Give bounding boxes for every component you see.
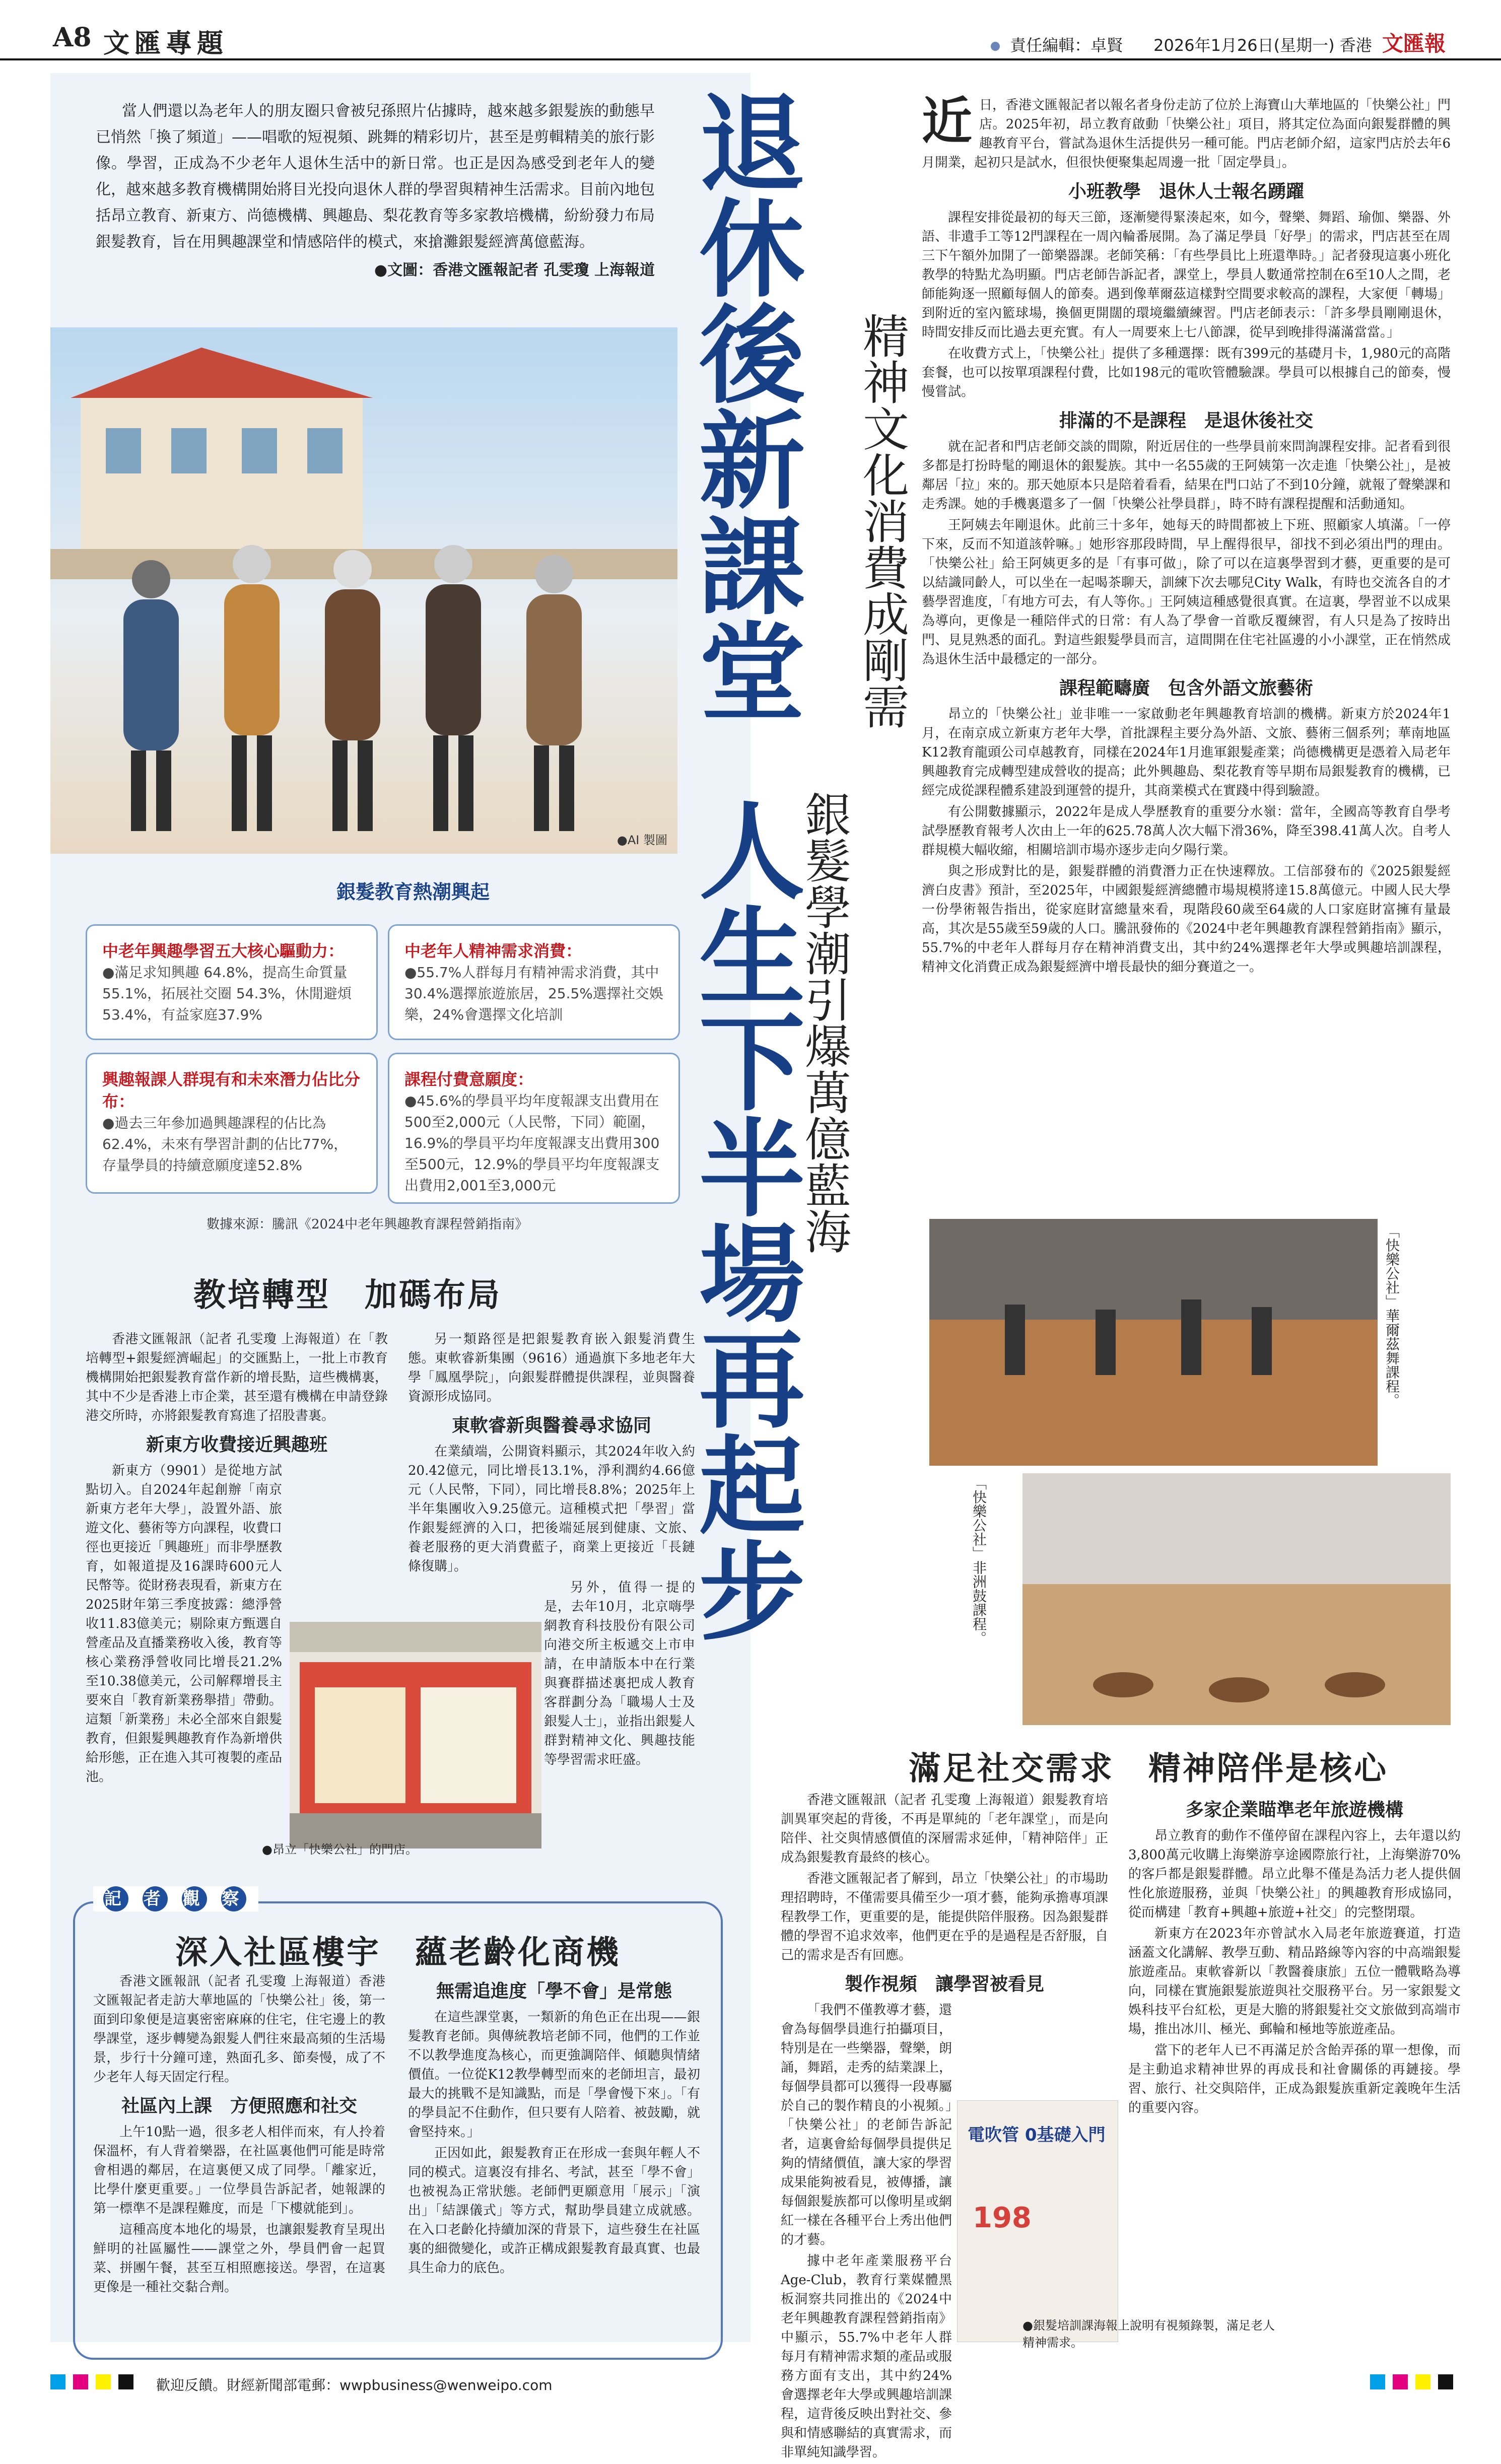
main-title-1: 退休後新課堂 bbox=[681, 88, 805, 723]
paragraph: 新東方在2023年亦曾試水入局老年旅遊賽道，打造涵蓋文化講解、教學互動、精品路線等內容的中高端銀髮旅遊產品。東軟睿新以「教醫養康旅」五位一體戰略為導向，同樣在實施銀髮旅遊與社交服務平台。另一家銀髮文娛科技平台紅松，更是大膽的將銀髮社交文旅做到高端市場，推出冰川、極光、郵輪和極地等旅遊產品。 bbox=[1128, 1926, 1461, 2037]
tag-char: 記 bbox=[103, 1886, 128, 1911]
ai-illustration bbox=[50, 327, 677, 854]
paragraph: 香港文匯報記者了解到，昂立「快樂公社」的市場助理招聘時，不僅需要具備至少一項才藝，能夠承擔專項課程教學工作，更重要的是，能提供陪伴服務。因為銀髮群體的學習不追求效率，他們更在乎的是過程是否舒服，自己的需求是否有回應。 bbox=[781, 1871, 1109, 1963]
paragraph: 在業績端，公開資料顯示，其2024年收入約20.42億元，同比增長13.1%，淨利潤約4.66億元（人民幣，下同），同比增長8.8%；2025年上半年集團收入9.25億元。這種模式把「學習」當作銀髮經濟的入口，把後端延展到健康、文旅、養老服務的更大消費藍子，商業上更接近「長鏈條復購」。 bbox=[408, 1444, 695, 1574]
subhead: 無需追進度「學不會」是常態 bbox=[436, 1981, 672, 2002]
color-bar-magenta bbox=[1393, 2374, 1408, 2389]
poster-title: 電吹管 0基礎入門 bbox=[968, 2125, 1106, 2145]
paragraph: 有公開數據顯示，2022年是成人學歷教育的重要分水嶺：當年，全國高等教育自學考試學歷教育報考人次由上一年的625.78萬人次大幅下滑36%，降至398.41萬人次。自考人群規模大幅收縮，相關培訓市場亦逐步走向夕陽行業。 bbox=[922, 804, 1451, 858]
subhead: 排滿的不是課程 是退休後社交 bbox=[1059, 410, 1313, 431]
section-title: 文匯專題 bbox=[103, 28, 229, 59]
paragraph: 上午10點一過，很多老人相伴而來，有人拎着保溫杯，有人背着樂器，在社區裏他們可能是時常會相遇的鄰居，在這裏便又成了同學。「離家近，比學什麼更重要。」一位學員告訴記者，她報課的第一標準不是課程難度，而是「下樓就能到」。 bbox=[93, 2125, 385, 2216]
seniors-illustration bbox=[50, 327, 677, 854]
subhead: 東軟睿新與醫養尋求協同 bbox=[451, 1415, 651, 1436]
subhead: 製作視頻 讓學習被看見 bbox=[844, 1974, 1044, 1995]
footer-text: 歡迎反饋。財經新聞部電郵：wwpbusiness@wenweipo.com bbox=[156, 2377, 553, 2393]
paragraph: 王阿姨去年剛退休。此前三十多年，她每天的時間都被上下班、照顧家人填滿。「一停下來，反而不知道該幹嘛。」她形容那段時間，早上醒得很早，卻找不到必須出門的理由。「快樂公社」給王阿姨更多的是「有事可做」，除了可以在這裏學習到才藝，更重要的是可以結識同齡人，可以坐在一起喝茶聊天，訓練下次去哪兒City Walk，有時也交流各自的才藝學習進度，「有地方可去，有人等你。」王阿姨這種感覺很真實。在這裏，學習並不以成果為導向，更像是一種陪伴式的日常：有人為了學會一首歌反覆練習，有人只是為了按時出門、見見熟悉的面孔。對這些銀髮學員而言，這間開在住宅社區邊的小小課堂，正在悄然成為退休生活中最穩定的一部分。 bbox=[922, 518, 1451, 667]
waltz-photo bbox=[929, 1219, 1378, 1466]
drum-photo bbox=[1022, 1473, 1451, 1725]
right-story bbox=[922, 91, 1451, 979]
intro-text: 當人們還以為老年人的朋友圈只會被兒孫照片佔據時，越來越多銀髮族的動態早已悄然「換了頻道」——唱歌的短視頻、跳舞的精彩切片，甚至是剪輯精美的旅行影像。學習，正成為不少老年人退休生活中的新日常。也正是因為感受到老年人的變化，越來越多教育機構開始將目光投向退休人群的學習與精神生活需求。目前內地包括昂立教育、新東方、尚德機構、興趣島、梨花教育等多家教培機構，紛紛發力布局銀髮教育，旨在用興趣課堂和情感陪伴的模式，來搶灘銀髮經濟萬億藍海。 bbox=[96, 102, 655, 251]
page-number: A8 bbox=[53, 22, 92, 53]
paragraph: 香港文匯報訊（記者 孔雯瓊 上海報道）在「教培轉型+銀髮經濟崛起」的交匯點上，一批上市教育機構開始把銀髮教育當作新的增長點，這些機構裏，其中不少是香港上市企業，甚至還有機構在申請登錄港交所時，亦將銀髮教育寫進了招股書裏。 bbox=[86, 1332, 388, 1423]
paragraph: 與之形成對比的是，銀髮群體的消費潛力正在快速釋放。工信部發布的《2025銀髮經濟白皮書》預計，至2025年，中國銀髮經濟總體市場規模將達15.8萬億元。中國人民大學一份學術報告指出，從家庭財富總量來看，現階段60歲至64歲的人口家庭財富擁有量最高，其次是55歲至59歲的人口。騰訊發佈的《2024中老年興趣教育課程營銷指南》顯示，55.7%的中老年人群每月存在精神消費支出，其中約24%選擇老年大學或興趣培訓課程，精神文化消費正成為銀髮經濟中增長最快的細分賽道之一。 bbox=[922, 864, 1451, 975]
data-source: 數據來源：騰訊《2024中老年興趣教育課程營銷指南》 bbox=[207, 1217, 528, 1232]
info-box-title: 中老年人精神需求消費： bbox=[404, 941, 582, 961]
paragraph: 就在記者和門店老師交談的間隙，附近居住的一些學員前來問詢課程安排。記者看到很多都是打扮時髦的剛退休的銀髮族。其中一名55歲的王阿姨第一次走進「快樂公社」，是被鄰居「拉」來的。那天她原本只是陪着看看，結果在門口站了不到10分鐘，就報了聲樂課和走秀課。她的手機裏還多了一個「快樂公社學員群」，時不時有課程提醒和活動通知。 bbox=[922, 439, 1451, 512]
store-photo bbox=[290, 1622, 541, 1849]
drum-caption: 「快樂公社」非洲鼓課程。 bbox=[971, 1476, 987, 1645]
paragraph: 另外，值得一提的是，去年10月，北京嗨學網教育科技股份有限公司向港交所主板遞交上市申請，在申請版本中在行業與賽群描述裏把成人教育客群劃分為「職場人士及銀髮人士」，並指出銀髮人群對精神文化、興趣技能等學習需求旺盛。 bbox=[544, 1580, 695, 1767]
paragraph: 這種高度本地化的場景，也讓銀髮教育呈現出鮮明的社區屬性——課堂之外，學員們會一起買菜、拼團午餐，甚至互相照應接送。學習，在這裏更像是一種社交黏合劑。 bbox=[93, 2222, 385, 2295]
intro-byline: ●文圖：香港文匯報記者 孔雯瓊 上海報道 bbox=[374, 261, 655, 279]
logo: 文匯報 bbox=[1382, 31, 1446, 56]
info-box-drivers bbox=[86, 924, 378, 1040]
infographic-heading: 銀髮教育熱潮興起 bbox=[336, 881, 490, 903]
drum-class-image bbox=[1022, 1473, 1451, 1725]
waltz-caption: 「快樂公社」華爾茲舞課程。 bbox=[1384, 1224, 1400, 1407]
dance-class-image bbox=[929, 1219, 1378, 1466]
sub-title-2: 銀髮學潮引爆萬億藍海 bbox=[797, 791, 851, 1254]
paragraph: 據中老年產業服務平台Age-Club，教育行業媒體黑板洞察共同推出的《2024中老年興趣教育課程營銷指南》中顯示，55.7%中老年人群每月有精神需求類的產品或服務方面有支出，其中約24%會選擇老年大學或興趣培訓課程，這背後反映出對社交、參與和情感聯結的真實需求，而非單純知識學習。 bbox=[781, 2253, 952, 2460]
color-bar-cyan bbox=[50, 2374, 65, 2389]
paragraph: 另一類路徑是把銀髮教育嵌入銀髮消費生態。東軟睿新集團（9616）通過旗下多地老年大學「鳳凰學院」，向銀髮群體提供課程，並與醫養資源形成協同。 bbox=[408, 1332, 695, 1404]
info-box-body: ●45.6%的學員平均年度報課支出費用在500至2,000元（人民幣，下同）範圍，16.9%的學員平均年度報課支出費用300至500元，12.9%的學員平均年度報課支出費用2,001至3,000元 bbox=[404, 1092, 660, 1194]
tag-char: 觀 bbox=[182, 1886, 207, 1911]
story3-title: 滿足社交需求 精神陪伴是核心 bbox=[909, 1750, 1388, 1788]
paragraph: 在收費方式上，「快樂公社」提供了多種選擇：既有399元的基礎月卡，1,980元的高階套餐，也可以按單項課程付費，比如198元的電吹管體驗課。學員可以根據自己的節奏，慢慢嘗試。 bbox=[922, 346, 1451, 399]
color-bar-black bbox=[118, 2374, 133, 2389]
paragraph bbox=[922, 91, 1451, 172]
info-box-willingness bbox=[388, 1053, 680, 1204]
observer-tag bbox=[93, 1886, 258, 1911]
observer-col2 bbox=[408, 1972, 700, 2280]
paragraph: 正因如此，銀髮教育正在形成一套與年輕人不同的模式。這裏沒有排名、考試，甚至「學不會」也被視為正常狀態。老師們更願意用「展示」「演出」「結課儀式」等方式，幫助學員建立成就感。在入口老齡化持續加深的背景下，這些發生在社區裏的細微變化，或許正構成銀髮教育最真實、也最具生命力的底色。 bbox=[408, 2146, 700, 2276]
color-bar-magenta bbox=[73, 2374, 88, 2389]
paragraph: 「我們不僅教導才藝，還會為每個學員進行拍攝項目，特別是在一些樂器，聲樂，朗誦，舞蹈，走秀的結業課上，每個學員都可以獲得一段專屬於自己的製作精良的小視頻。」「快樂公社」的老師告訴記者，這裏會給每個學員提供足夠的情緒價值，讓大家的學習成果能夠被看見，被傳播，讓每個銀髮族都可以像明星或網紅一樣在各種平台上秀出他們的才藝。 bbox=[781, 2003, 952, 2247]
paragraph: 新東方（9901）是從地方試點切入。自2024年起創辦「南京新東方老年大學」，設置外語、旅遊文化、藝術等方向課程，收費口徑也更接近「興趣班」而非學歷教育，如報道提及16課時600元人民幣等。從財務表現看，新東方在2025財年第三季度披露：總淨營收11.83億美元；剔除東方甄選自營產品及直播業務收入後，教育等核心業務淨營收同比增長21.2%至10.38億美元，公司解釋增長主要來自「教育新業務舉措」帶動。這類「新業務」未必全部來自銀髮教育，但銀髮興趣教育作為新增供給形態，正在進入其可複製的產品池。 bbox=[86, 1463, 283, 1785]
paragraph: 昂立的「快樂公社」並非唯一一家啟動老年興趣教育培訓的機構。新東方於2024年1月，在南京成立新東方老年大學，首批課程主要分為外語、文旅、藝術三個系列；華南地區K12教育龍頭公司卓越教育，同樣在2024年1月進軍銀髮產業；尚德機構更是憑着入局老年興趣教育完成轉型建成營收的提高；此外興趣島、梨花教育等早期布局銀髮教育的機構，已經完成從課程體系建設到運營的提升，其商業模式在實踐中得到驗證。 bbox=[922, 707, 1451, 798]
info-box-spending bbox=[388, 924, 680, 1040]
info-box-body: ●55.7%人群每月有精神需求消費，其中30.4%選擇旅遊旅居，25.5%選擇社交娛樂，24%會選擇文化培訓 bbox=[404, 964, 663, 1023]
info-box-body: ●過去三年參加過興趣課程的佔比為62.4%，未來有學習計劃的佔比77%，存量學員的持續意願度達52.8% bbox=[102, 1115, 348, 1174]
subhead: 社區內上課 方便照應和社交 bbox=[121, 2096, 357, 2116]
paragraph: 當下的老年人已不再滿足於含飴弄孫的單一想像，而是主動追求精神世界的再成長和社會關係的再鏈接。學習、旅行、社交與陪伴，正成為銀髮族重新定義晚年生活的重要內容。 bbox=[1128, 2043, 1461, 2115]
info-box-title: 興趣報課人群現有和未來潛力佔比分布： bbox=[102, 1070, 361, 1111]
subhead: 小班教學 退休人士報名踴躍 bbox=[1068, 181, 1304, 202]
color-bar-yellow bbox=[1415, 2374, 1430, 2389]
dot-icon bbox=[991, 42, 1000, 51]
story2-title: 教培轉型 加碼布局 bbox=[193, 1277, 502, 1314]
lead-text: 日，香港文匯報記者以報名者身份走訪了位於上海寶山大華地區的「快樂公社」門店。2025年初，昂立教育啟動「快樂公社」項目，將其定位為面向銀髮群體的興趣教育平台，嘗試為退休生活提供另一種可能。門店老師介紹，這家門店於去年6月開業，起初只是試水，但很快便聚集起周邊一批「固定學員」。 bbox=[922, 98, 1451, 170]
page-header bbox=[0, 0, 1501, 60]
illustration-caption: ●AI 製圖 bbox=[617, 833, 667, 847]
tag-char: 察 bbox=[221, 1886, 246, 1911]
drop-cap: 近 bbox=[922, 91, 972, 151]
editor: 責任編輯：卓賢 bbox=[1010, 36, 1123, 55]
info-box-body: ●滿足求知興趣 64.8%，提高生命質量 55.1%，拓展社交圈 54.3%，休閒避煩 53.4%，有益家庭37.9% bbox=[102, 964, 352, 1023]
city: 香港 bbox=[1339, 36, 1372, 55]
footer bbox=[0, 2367, 1501, 2400]
observer-col1 bbox=[93, 1972, 385, 2299]
main-title-2: 人生下半場再起步 bbox=[681, 796, 805, 1642]
store-front-image bbox=[290, 1622, 541, 1849]
info-box-title: 中老年興趣學習五大核心驅動力： bbox=[102, 941, 345, 961]
subhead: 多家企業瞄準老年旅遊機構 bbox=[1185, 1800, 1403, 1820]
header-info bbox=[991, 27, 1446, 57]
info-box-title: 課程付費意願度： bbox=[404, 1070, 534, 1089]
color-bar-yellow bbox=[96, 2374, 111, 2389]
paragraph: 課程安排從最初的每天三節，逐漸變得緊湊起來，如今，聲樂、舞蹈、瑜伽、樂器、外語、非遺手工等12門課程在一周內輪番展開。為了滿足學員「好學」的需求，門店甚至在周三下午額外加開了一節樂器課。老師笑稱：「有些學員比上班還準時。」記者發現這裏小班化教學的特點尤為明顯。門店老師告訴記者，課堂上，學員人數通常控制在6至10人之間，老師能夠逐一照顧每個人的節奏。遇到像華爾茲這樣對空間要求較高的課程，大家便「轉場」到附近的室內籃球場，換個更開闊的環境繼續練習。門店老師表示：「許多學員剛剛退休，時間安排反而比過去更充實。有人一周要來上七八節課，從早到晚排得滿滿當當。」 bbox=[922, 210, 1451, 340]
store-photo-caption: ●昂立「快樂公社」的門店。 bbox=[262, 1842, 418, 1857]
poster-price: 198 bbox=[973, 2202, 1032, 2234]
paragraph: 香港文匯報訊（記者 孔雯瓊 上海報道）銀髮教育培訓異軍突起的背後，不再是單純的「老年課堂」，而是向陪伴、社交與情感價值的深層需求延伸，「精神陪伴」正成為銀髮教育最終的核心。 bbox=[781, 1793, 1108, 1865]
poster-caption: ●銀髮培訓課海報上說明有視頻錄製，滿足老人精神需求。 bbox=[1022, 2318, 1275, 2350]
poster-photo bbox=[957, 2100, 1118, 2342]
observer-title: 深入社區樓宇 蘊老齡化商機 bbox=[175, 1934, 621, 1971]
date: 2026年1月26日(星期一) bbox=[1153, 36, 1335, 55]
info-box-potential bbox=[86, 1053, 378, 1194]
color-bar-cyan bbox=[1370, 2374, 1385, 2389]
paragraph: 香港文匯報訊（記者 孔雯瓊 上海報道）香港文匯報記者走訪大華地區的「快樂公社」後，第一面到印象便是這裏密密麻麻的住宅，住宅邊上的教學課堂，逐步轉變為銀髮人們往來最高頻的生活場景，步行十分鐘可達，熟面孔多、節奏慢，成了不少老年人每天固定行程。 bbox=[93, 1974, 385, 2085]
subhead: 新東方收費接近興趣班 bbox=[146, 1434, 327, 1455]
subhead: 課程範疇廣 包含外語文旅藝術 bbox=[1059, 678, 1313, 699]
sub-title-1: 精神文化消費成剛需 bbox=[855, 312, 909, 729]
paragraph: 昂立教育的動作不僅停留在課程內容上，去年還以約3,800萬元收購上海樂游享途國際旅行社，上海樂游70%的客戶都是銀髮群體。昂立此舉不僅是為活力老人提供個性化旅遊服務，並與「快樂公社」的興趣教育形成協同，從而構建「教育+興趣+旅遊+社交」的完整閉環。 bbox=[1128, 1828, 1461, 1920]
intro bbox=[96, 98, 655, 286]
paragraph: 在這些課堂裏，一類新的角色正在出現——銀髮教育老師。與傳統教培老師不同，他們的工作並不以教學進度為核心，而更強調陪伴、傾聽與情緒價值。一位從K12教學轉型而來的老師坦言，最初最大的挑戰不是知識點，而是「學會慢下來」。「有的學員記不住動作，但只要有人陪着、被鼓勵，就會堅持來。」 bbox=[408, 2010, 700, 2140]
tag-char: 者 bbox=[143, 1886, 168, 1911]
story3-col2 bbox=[1128, 1791, 1461, 2119]
color-bar-black bbox=[1438, 2374, 1453, 2389]
